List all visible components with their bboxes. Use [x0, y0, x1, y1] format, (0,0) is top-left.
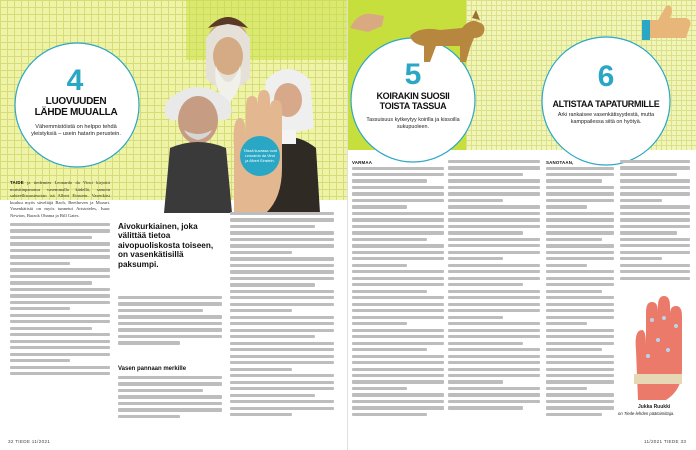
section-6-number: 6 [597, 60, 615, 93]
body-column-1 [10, 180, 110, 430]
section-6-lead-word: SANOTAAN, [546, 160, 574, 165]
body-start-text: ja tiedemies Leonardo da Vinci kirjoitti muistiinpanonsa vasemmalla kädellä, samoin suhteellisuusteorian isä Albert Einstein. Vasenkäsi kuuluu myös säveltäjä Bach, Beethoven ja Mozart. Vasenkätisiä on myös tunnetut Aristoteles, Isaac Newton, Barack Obama ja Bill Gates. [10, 180, 110, 218]
section-6-column-2 [620, 160, 690, 288]
author-credit-role: on Tiede-lehden päätoimittaja. [618, 411, 675, 416]
section-5-column-1 [352, 160, 444, 432]
right-page-footer: 11/2021 TIEDE 33 [644, 439, 687, 444]
pull-quote: Aivokurkiainen, joka välittää tietoa aivopuoliskosta toiseen, on vasenkätisillä paksumpi. [118, 222, 214, 269]
body-column-3 [230, 212, 334, 430]
body-column-2b [118, 376, 222, 430]
author-credit-name: Jukka Ruukki [638, 404, 671, 410]
section-title-line1: LUOVUUDEN [45, 96, 107, 107]
body-lead-word: TAIDE [10, 180, 24, 185]
hand-illustration [348, 4, 388, 34]
section-5-column-2 [448, 160, 540, 432]
section-6-intro: Arki rankaisee vasenkätisyydestä, mutta kamppailessa siitä on hyötyä. [557, 112, 655, 125]
section-6-title: ALTISTAA TAPATURMILLE [552, 99, 660, 109]
section-5-title-line2: TOISTA TASSUA [379, 101, 447, 111]
right-page [348, 0, 696, 450]
section-5-number: 5 [404, 58, 422, 91]
section-5-title-line1: KOIRAKIN SUOSII [376, 91, 450, 101]
section-intro: Vähemmistöistä on helppo tehdä yleistyksiä – usein hatarin perustein. [31, 124, 121, 137]
section-5-intro: Tassuisuus kytkeytyy koirilla ja kissoilla sukupuoleen. [366, 117, 460, 130]
section-number: 4 [66, 64, 84, 97]
section-title-line2: LÄHDE MUUALLA [34, 107, 118, 118]
bandaged-hand-illustration [618, 290, 690, 400]
section-6-column-1 [546, 160, 614, 432]
thumbs-up-icon [642, 4, 696, 44]
left-page-footer: 32 TIEDE 11/2021 [8, 439, 51, 444]
section-5-lead-word: VARMAA [352, 160, 373, 165]
portrait-collage [148, 8, 348, 213]
einstein-portrait [164, 87, 232, 213]
dog-illustration [400, 6, 490, 66]
body-subhead: Vasen pannaan merkille [118, 366, 187, 372]
photo-caption-badge: Tässä kuvassa ovat Leonardo da Vinci ja Albert Einstein. [240, 136, 280, 176]
